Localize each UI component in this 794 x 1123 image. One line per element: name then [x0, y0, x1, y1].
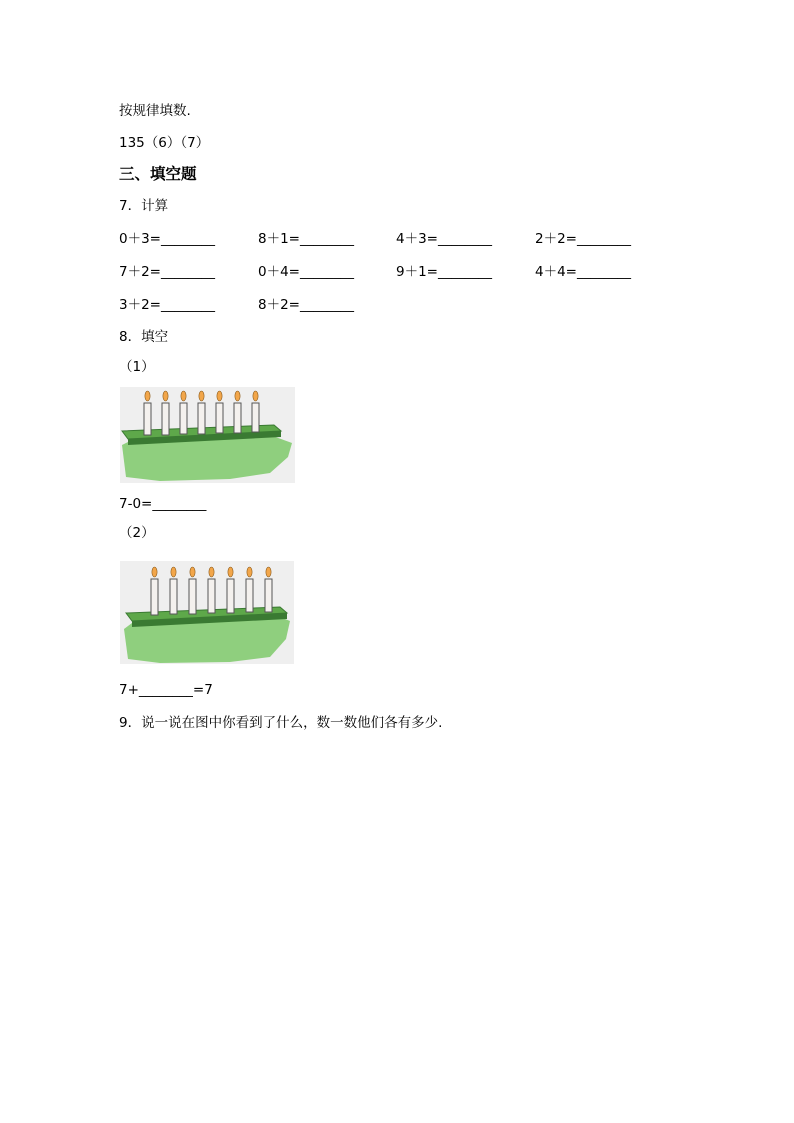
intro-text: 按规律填数.	[119, 103, 191, 119]
calc-item-7: 9＋1=________	[396, 264, 492, 280]
section-3-heading: 三、填空题	[119, 165, 197, 183]
number-sequence: 135（6）（7）	[119, 135, 210, 151]
calc-item-8: 4＋4=________	[535, 264, 631, 280]
q8-title: 8．填空	[119, 329, 169, 345]
calc-item-6: 0＋4=________	[258, 264, 354, 280]
q8-part2-label: （2）	[119, 525, 155, 541]
q8-part2-equation: 7+________=7	[119, 682, 213, 698]
candles-on-board-image	[120, 561, 294, 664]
q7-title: 7．计算	[119, 198, 169, 214]
calc-item-9: 3＋2=________	[119, 297, 215, 313]
q8-part1-equation: 7-0=________	[119, 496, 207, 512]
calc-item-5: 7＋2=________	[119, 264, 215, 280]
calc-item-3: 4＋3=________	[396, 231, 492, 247]
q8-part1-label: （1）	[119, 359, 155, 375]
candles-on-board-image	[120, 387, 295, 483]
calc-item-2: 8＋1=________	[258, 231, 354, 247]
q9-title: 9．说一说在图中你看到了什么，数一数他们各有多少.	[119, 715, 443, 731]
calc-item-4: 2＋2=________	[535, 231, 631, 247]
calc-item-10: 8＋2=________	[258, 297, 354, 313]
calc-item-1: 0＋3=________	[119, 231, 215, 247]
